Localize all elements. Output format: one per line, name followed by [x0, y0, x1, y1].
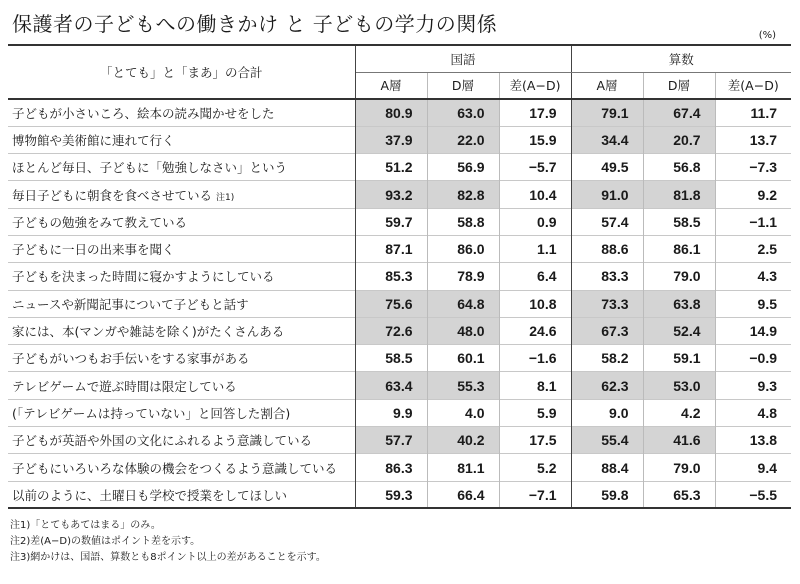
- table-cell: 51.2: [385, 159, 413, 176]
- table-cell: 62.3: [571, 372, 643, 399]
- row-label-text: (「テレビゲームは持っていない」と回答した割合): [12, 405, 291, 421]
- table-cell: 67.4: [643, 99, 715, 126]
- row-label: [8, 290, 355, 317]
- table-cell: 59.3: [385, 486, 413, 503]
- table-cell: −1.1: [715, 208, 791, 235]
- table-cell: 41.6: [643, 427, 715, 454]
- table-cell: 57.7: [355, 427, 427, 454]
- table-cell: −0.9: [715, 345, 791, 372]
- table-cell: 9.5: [715, 290, 791, 317]
- table-row: [8, 235, 791, 262]
- table-cell: 55.3: [427, 372, 499, 399]
- table-cell: 5.2: [499, 454, 571, 481]
- table-cell: 59.8: [571, 481, 643, 508]
- table-cell: 81.1: [427, 454, 499, 481]
- table-cell: 85.3: [385, 268, 413, 285]
- table-cell: 4.3: [715, 263, 791, 290]
- table-cell: −5.5: [715, 481, 791, 508]
- row-label: [8, 126, 355, 153]
- data-table: [8, 44, 791, 509]
- table-cell: 0.9: [499, 208, 571, 235]
- table-cell: −5.7: [499, 154, 571, 181]
- row-label: [8, 454, 355, 481]
- row-label: [8, 399, 355, 426]
- row-label-text: 家には、本(マンガや雑誌を除く)がたくさんある: [12, 324, 285, 340]
- table-row: [8, 454, 791, 481]
- table-cell: 52.4: [643, 317, 715, 344]
- table-cell: 4.0: [427, 399, 499, 426]
- table-cell: 58.5: [385, 350, 413, 367]
- table-cell: 53.0: [643, 372, 715, 399]
- unit-label: (%): [758, 30, 776, 41]
- table-cell: 88.6: [571, 235, 643, 262]
- table-cell: 14.9: [715, 317, 791, 344]
- table-cell: 57.4: [571, 208, 643, 235]
- table-cell: 4.8: [715, 399, 791, 426]
- row-label: [8, 99, 355, 126]
- table-row: [8, 126, 791, 153]
- table-cell: 73.3: [571, 290, 643, 317]
- table-cell: 86.0: [427, 235, 499, 262]
- row-label-text: テレビゲームで遊ぶ時間は限定している: [12, 378, 237, 394]
- table-row: [8, 399, 791, 426]
- table-cell: 34.4: [571, 126, 643, 153]
- table-cell: 81.8: [643, 181, 715, 208]
- row-label-text: 子どもがいつもお手伝いをする家事がある: [12, 351, 250, 367]
- table-cell: 67.3: [571, 317, 643, 344]
- table-cell: 10.8: [499, 290, 571, 317]
- footnote: 注1)「とてもあてはまる」のみ。: [10, 520, 161, 531]
- table-cell: 56.9: [427, 154, 499, 181]
- table-body: [8, 99, 791, 508]
- row-label: [8, 427, 355, 454]
- table-cell: 9.3: [715, 372, 791, 399]
- table-cell: 11.7: [715, 99, 791, 126]
- table-cell: 82.8: [427, 181, 499, 208]
- table-cell: 58.8: [427, 208, 499, 235]
- table-cell: 65.3: [643, 481, 715, 508]
- col-header: 差(A−D): [499, 72, 571, 99]
- table-cell: 86.3: [385, 459, 413, 476]
- table-cell: 58.5: [643, 208, 715, 235]
- table-cell: 56.8: [643, 154, 715, 181]
- row-label-text: 子どもが英語や外国の文化にふれるよう意識している: [12, 433, 313, 449]
- row-label: [8, 208, 355, 235]
- table-cell: 58.2: [571, 345, 643, 372]
- table-cell: 17.9: [499, 99, 571, 126]
- table-cell: 4.2: [643, 399, 715, 426]
- table-cell: 20.7: [643, 126, 715, 153]
- row-label-text: 子どもが小さいころ、絵本の読み聞かせをした: [12, 105, 275, 121]
- row-label-text: 毎日子どもに朝食を食べさせている: [12, 187, 213, 203]
- table-cell: 72.6: [355, 317, 427, 344]
- table-cell: 59.7: [385, 213, 413, 230]
- table-cell: 6.4: [499, 263, 571, 290]
- table-cell: 79.1: [571, 99, 643, 126]
- table-cell: 15.9: [499, 126, 571, 153]
- row-label-text: ほとんど毎日、子どもに「勉強しなさい」という: [12, 160, 288, 176]
- col-header: D層: [427, 72, 499, 99]
- group-header-math: 算数: [571, 45, 791, 72]
- table-cell: 79.0: [643, 263, 715, 290]
- table-cell: 22.0: [427, 126, 499, 153]
- table-cell: 78.9: [427, 263, 499, 290]
- row-note: 注1): [216, 192, 235, 203]
- table-row: [8, 208, 791, 235]
- table-cell: 17.5: [499, 427, 571, 454]
- row-label: [8, 154, 355, 181]
- table-cell: 66.4: [427, 481, 499, 508]
- footnote: 注2)差(A−D)の数値はポイント差を示す。: [10, 536, 201, 547]
- table-cell: 88.4: [571, 454, 643, 481]
- row-label-text: 博物館や美術館に連れて行く: [12, 132, 175, 148]
- footnote: 注3)網かけは、国語、算数とも8ポイント以上の差があることを示す。: [10, 552, 326, 563]
- table-cell: 63.8: [643, 290, 715, 317]
- table-cell: 60.1: [427, 345, 499, 372]
- table-cell: 49.5: [571, 154, 643, 181]
- table-cell: 80.9: [355, 99, 427, 126]
- table-cell: 9.4: [715, 454, 791, 481]
- table-cell: 13.7: [715, 126, 791, 153]
- col-header: A層: [355, 72, 427, 99]
- table-cell: 75.6: [355, 290, 427, 317]
- table-cell: 86.1: [643, 235, 715, 262]
- table-cell: 9.9: [393, 404, 413, 421]
- row-label-text: 子どもにいろいろな体験の機会をつくるよう意識している: [12, 460, 338, 476]
- row-label-text: ニュースや新聞記事について子どもと話す: [12, 296, 249, 312]
- row-label-text: 以前のように、土曜日も学校で授業をしてほしい: [12, 487, 288, 503]
- table-cell: 40.2: [427, 427, 499, 454]
- table-row: [8, 481, 791, 508]
- col-header: D層: [643, 72, 715, 99]
- table-cell: 9.0: [571, 399, 643, 426]
- table-row: [8, 290, 791, 317]
- table-cell: 87.1: [385, 241, 413, 258]
- table-cell: −7.1: [499, 481, 571, 508]
- group-header-japanese: 国語: [355, 45, 571, 72]
- row-label-text: 子どもに一日の出来事を聞く: [12, 242, 175, 258]
- table-cell: 63.0: [427, 99, 499, 126]
- row-label: [8, 372, 355, 399]
- table-row: [8, 317, 791, 344]
- table-cell: 93.2: [355, 181, 427, 208]
- row-label: [8, 481, 355, 508]
- row-label: [8, 235, 355, 262]
- footnotes: [10, 518, 326, 566]
- col-header: 差(A−D): [715, 72, 791, 99]
- table-row: [8, 372, 791, 399]
- table-row: [8, 263, 791, 290]
- table-cell: 1.1: [499, 235, 571, 262]
- row-label: [8, 263, 355, 290]
- table-cell: 59.1: [643, 345, 715, 372]
- row-label: [8, 181, 355, 208]
- table-row: [8, 154, 791, 181]
- table-cell: 63.4: [355, 372, 427, 399]
- table-cell: 9.2: [715, 181, 791, 208]
- table-row: [8, 181, 791, 208]
- table-cell: 13.8: [715, 427, 791, 454]
- page-title: 保護者の子どもへの働きかけ と 子どもの学力の関係: [12, 12, 498, 36]
- table-cell: −1.6: [499, 345, 571, 372]
- table-cell: 91.0: [571, 181, 643, 208]
- col-header: A層: [571, 72, 643, 99]
- table-cell: 79.0: [643, 454, 715, 481]
- table-cell: 64.8: [427, 290, 499, 317]
- table-row: [8, 345, 791, 372]
- table-cell: 10.4: [499, 181, 571, 208]
- table-cell: 24.6: [499, 317, 571, 344]
- table-cell: 5.9: [499, 399, 571, 426]
- row-label: [8, 345, 355, 372]
- table-cell: 48.0: [427, 317, 499, 344]
- table-cell: 8.1: [499, 372, 571, 399]
- table-cell: 83.3: [571, 263, 643, 290]
- table-cell: 2.5: [715, 235, 791, 262]
- table-cell: 37.9: [355, 126, 427, 153]
- row-label: [8, 317, 355, 344]
- row-label-text: 子どもを決まった時間に寝かすようにしている: [12, 269, 275, 285]
- table-cell: −7.3: [715, 154, 791, 181]
- row-header: 「とても」と「まあ」の合計: [8, 45, 355, 99]
- row-label-text: 子どもの勉強をみて教えている: [12, 214, 188, 230]
- table-cell: 55.4: [571, 427, 643, 454]
- table-row: [8, 99, 791, 126]
- table-row: [8, 427, 791, 454]
